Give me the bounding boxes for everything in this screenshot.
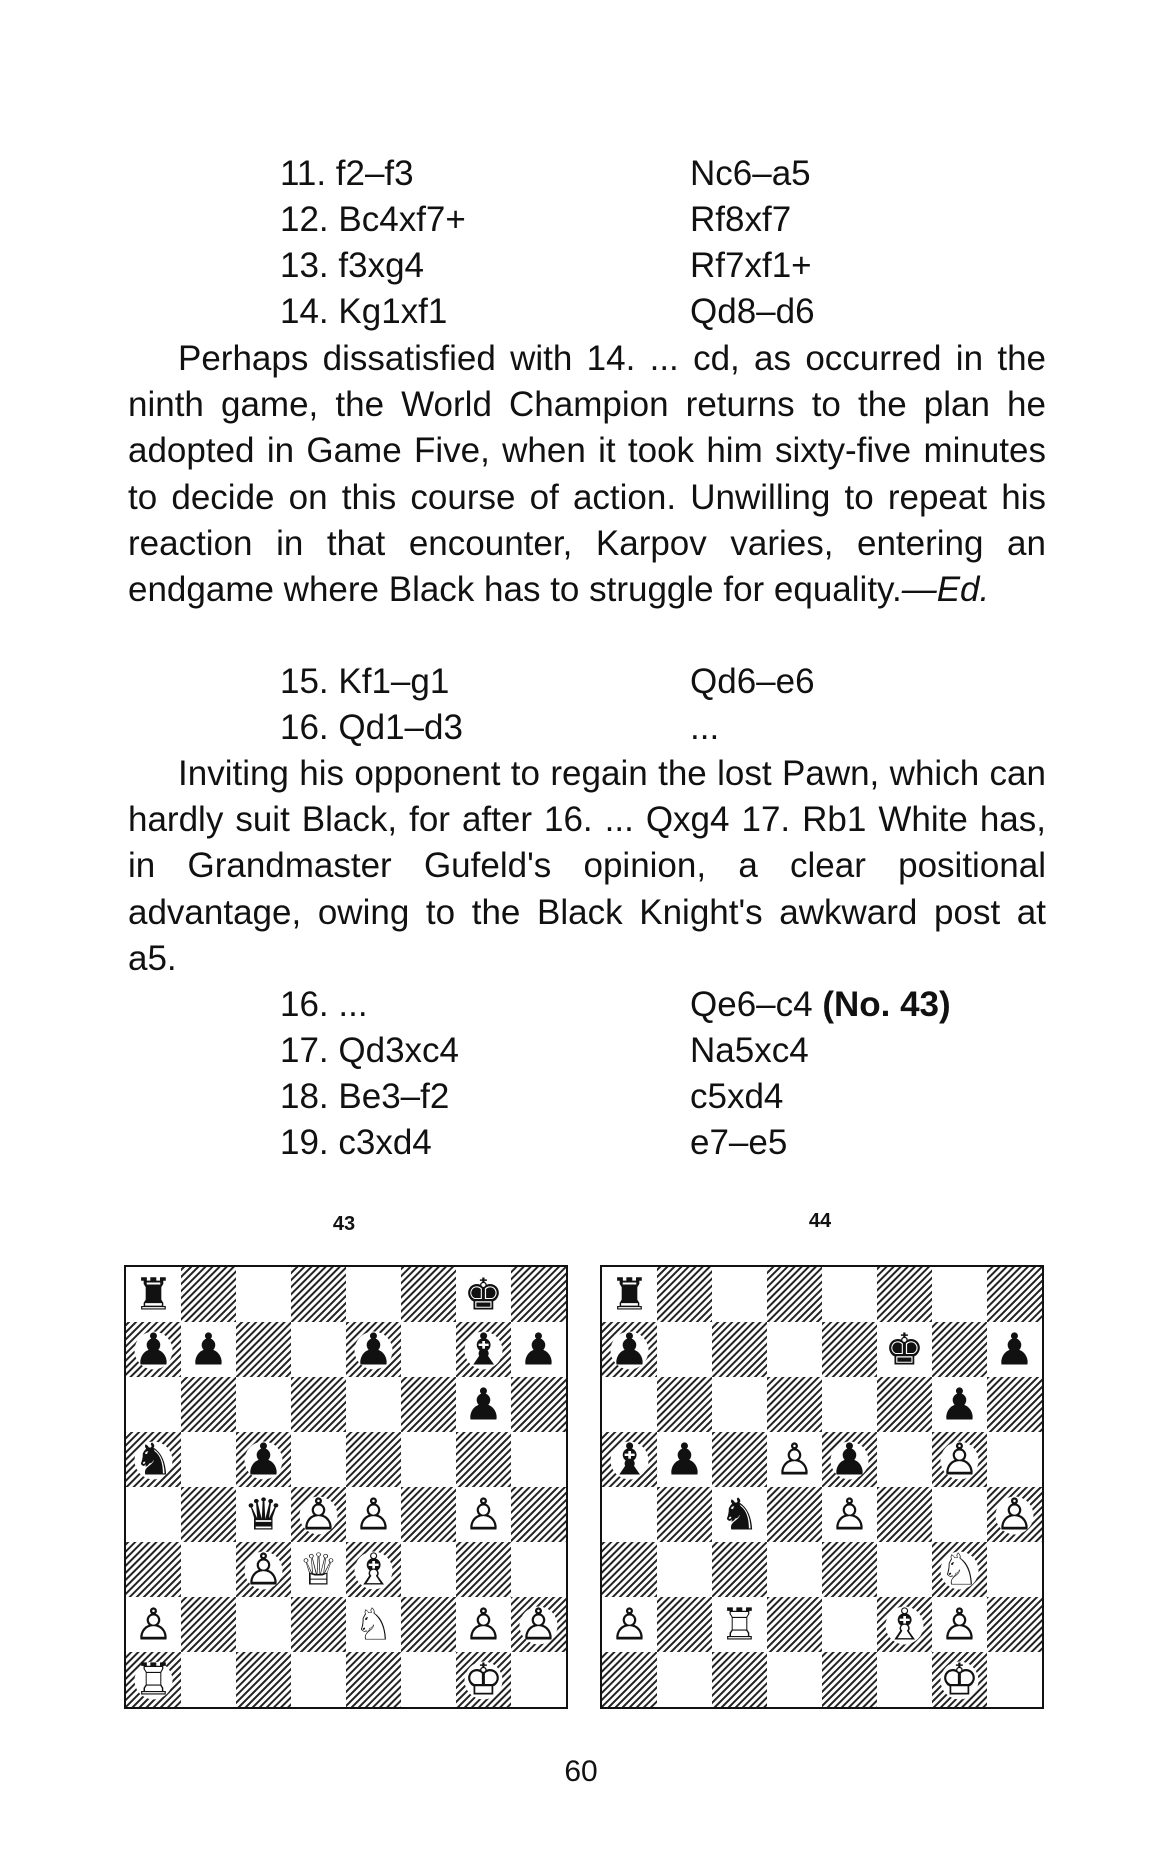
board-square-e7 <box>822 1322 877 1377</box>
black-pawn-icon: ♟ <box>609 1324 650 1376</box>
move-list-2 <box>0 659 1162 751</box>
black-queen-icon: ♛ <box>243 1489 284 1541</box>
board-square-e2 <box>822 1597 877 1652</box>
black-rook-icon: ♜ <box>609 1269 650 1321</box>
board-square-f8 <box>401 1267 456 1322</box>
white-pawn-icon: ♙ <box>609 1599 650 1651</box>
board-square-c1 <box>712 1652 767 1707</box>
black-pawn-icon: ♟ <box>518 1324 559 1376</box>
board-square-f8 <box>877 1267 932 1322</box>
board-square-f4 <box>877 1487 932 1542</box>
white-rook-icon: ♖ <box>133 1654 174 1706</box>
white-pawn-icon: ♙ <box>774 1434 815 1486</box>
white-king-icon: ♔ <box>463 1654 504 1706</box>
white-pawn-icon: ♙ <box>463 1489 504 1541</box>
white-move: 17. Qd3xc4 <box>280 1031 459 1070</box>
white-move: 16. Qd1–d3 <box>280 708 463 747</box>
black-move: e7–e5 <box>690 1123 788 1162</box>
move-row <box>0 1074 1162 1120</box>
board-square-h2 <box>987 1597 1042 1652</box>
board-square-e6 <box>822 1377 877 1432</box>
black-king-icon: ♚ <box>463 1269 504 1321</box>
white-move: 19. c3xd4 <box>280 1123 432 1162</box>
board-square-b2 <box>181 1597 236 1652</box>
black-knight-icon: ♞ <box>719 1489 760 1541</box>
diagram-number-43: 43 <box>332 1213 356 1235</box>
board-square-c6 <box>236 1377 291 1432</box>
board-square-h8 <box>987 1267 1042 1322</box>
black-rook-icon: ♜ <box>133 1269 174 1321</box>
diagram-number-44: 44 <box>808 1210 832 1232</box>
board-square-h1 <box>987 1652 1042 1707</box>
board-square-b7 <box>657 1322 712 1377</box>
chess-diagram-43 <box>124 1265 568 1709</box>
board-square-g5 <box>456 1432 511 1487</box>
move-row <box>0 659 1162 705</box>
black-move: Na5xc4 <box>690 1031 809 1070</box>
white-move: 14. Kg1xf1 <box>280 292 448 331</box>
black-move: Qd6–e6 <box>690 662 815 701</box>
board-square-b3 <box>657 1542 712 1597</box>
board-square-d7 <box>291 1322 346 1377</box>
board-square-c2 <box>236 1597 291 1652</box>
black-pawn-icon: ♟ <box>133 1324 174 1376</box>
move-list-3 <box>0 982 1162 1166</box>
white-pawn-icon: ♙ <box>994 1489 1035 1541</box>
board-square-c7 <box>236 1322 291 1377</box>
white-move: 16. ... <box>280 985 368 1024</box>
editor-note: —Ed. <box>901 570 990 610</box>
board-square-b4 <box>181 1487 236 1542</box>
board-square-e8 <box>822 1267 877 1322</box>
commentary-text: Inviting his opponent to regain the lost Pawn, which can hardly suit Black, for after 16. ... Qxg4 17. Rb1 White has, in Grandmaster Gufeld's opinion, a clear positional advantage, owing to the Black Knight's awkward post at a5. <box>128 754 1046 978</box>
white-move: 12. Bc4xf7+ <box>280 200 466 239</box>
black-bishop-icon: ♝ <box>609 1434 650 1486</box>
page-number: 60 <box>564 1755 598 1788</box>
black-move <box>690 982 951 1028</box>
commentary-text: Perhaps dissatisfied with 14. ... cd, as occurred in the ninth game, the World Champion returns to the plan he adopted in Game Five, when it took him sixty-five minutes to decide on this course of action. Unwilling to repeat his reaction in that encounter, Karpov varies, entering an endgame where Black has to struggle for equality. <box>128 339 1046 610</box>
board-square-e5 <box>346 1432 401 1487</box>
commentary-paragraph-2 <box>128 751 1046 982</box>
black-move: Rf7xf1+ <box>690 246 812 285</box>
white-pawn-icon: ♙ <box>939 1434 980 1486</box>
board-square-b4 <box>657 1487 712 1542</box>
white-move: 11. f2–f3 <box>280 154 414 193</box>
black-pawn-icon: ♟ <box>664 1434 705 1486</box>
move-row <box>0 1028 1162 1074</box>
board-square-c3 <box>712 1542 767 1597</box>
black-pawn-icon: ♟ <box>829 1434 870 1486</box>
white-move: 13. f3xg4 <box>280 246 424 285</box>
board-square-f5 <box>401 1432 456 1487</box>
board-square-a3 <box>126 1542 181 1597</box>
move-row <box>0 982 1162 1028</box>
white-pawn-icon: ♙ <box>243 1544 284 1596</box>
board-square-d3 <box>767 1542 822 1597</box>
board-square-h8 <box>511 1267 566 1322</box>
white-pawn-icon: ♙ <box>829 1489 870 1541</box>
black-move-text: Qe6–c4 <box>690 985 813 1024</box>
white-move: 18. Be3–f2 <box>280 1077 450 1116</box>
black-move: Rf8xf7 <box>690 200 792 239</box>
board-square-d8 <box>767 1267 822 1322</box>
move-row <box>0 705 1162 751</box>
board-square-f3 <box>877 1542 932 1597</box>
board-square-c8 <box>712 1267 767 1322</box>
board-square-d6 <box>291 1377 346 1432</box>
white-bishop-icon: ♗ <box>353 1544 394 1596</box>
board-square-f1 <box>401 1652 456 1707</box>
move-row <box>0 1120 1162 1166</box>
board-square-h6 <box>511 1377 566 1432</box>
board-square-c7 <box>712 1322 767 1377</box>
board-square-f3 <box>401 1542 456 1597</box>
board-square-c1 <box>236 1652 291 1707</box>
board-square-a3 <box>602 1542 657 1597</box>
black-knight-icon: ♞ <box>133 1434 174 1486</box>
black-bishop-icon: ♝ <box>463 1324 504 1376</box>
board-square-b8 <box>181 1267 236 1322</box>
board-square-d4 <box>767 1487 822 1542</box>
black-king-icon: ♚ <box>884 1324 925 1376</box>
board-square-e1 <box>346 1652 401 1707</box>
board-square-c8 <box>236 1267 291 1322</box>
board-square-f1 <box>877 1652 932 1707</box>
black-move: Qd8–d6 <box>690 292 815 331</box>
white-knight-icon: ♘ <box>353 1599 394 1651</box>
white-pawn-icon: ♙ <box>463 1599 504 1651</box>
board-square-b3 <box>181 1542 236 1597</box>
board-square-f2 <box>401 1597 456 1652</box>
black-pawn-icon: ♟ <box>243 1434 284 1486</box>
black-move: ... <box>690 708 720 747</box>
board-square-e3 <box>822 1542 877 1597</box>
white-move: 15. Kf1–g1 <box>280 662 450 701</box>
move-row <box>0 289 1162 335</box>
board-square-e1 <box>822 1652 877 1707</box>
diagram-reference: (No. 43) <box>822 985 951 1024</box>
chess-diagram-44 <box>600 1265 1044 1709</box>
black-move: c5xd4 <box>690 1077 784 1116</box>
board-square-b8 <box>657 1267 712 1322</box>
board-square-h3 <box>511 1542 566 1597</box>
black-move: Nc6–a5 <box>690 154 811 193</box>
board-square-a4 <box>602 1487 657 1542</box>
board-square-f4 <box>401 1487 456 1542</box>
board-square-b6 <box>657 1377 712 1432</box>
board-square-f7 <box>401 1322 456 1377</box>
move-row <box>0 197 1162 243</box>
chessboard-43 <box>126 1267 566 1707</box>
board-square-g8 <box>932 1267 987 1322</box>
commentary-paragraph-1 <box>128 336 1046 613</box>
black-pawn-icon: ♟ <box>353 1324 394 1376</box>
board-square-e6 <box>346 1377 401 1432</box>
board-square-d1 <box>291 1652 346 1707</box>
board-square-h3 <box>987 1542 1042 1597</box>
board-square-d6 <box>767 1377 822 1432</box>
board-square-c6 <box>712 1377 767 1432</box>
board-square-h1 <box>511 1652 566 1707</box>
white-pawn-icon: ♙ <box>298 1489 339 1541</box>
white-king-icon: ♔ <box>939 1654 980 1706</box>
board-square-a6 <box>126 1377 181 1432</box>
board-square-h4 <box>511 1487 566 1542</box>
white-pawn-icon: ♙ <box>518 1599 559 1651</box>
move-row <box>0 151 1162 197</box>
board-square-d2 <box>767 1597 822 1652</box>
board-square-h5 <box>511 1432 566 1487</box>
board-square-b1 <box>181 1652 236 1707</box>
board-square-b6 <box>181 1377 236 1432</box>
black-pawn-icon: ♟ <box>463 1379 504 1431</box>
white-pawn-icon: ♙ <box>939 1599 980 1651</box>
chessboard-44 <box>602 1267 1042 1707</box>
move-row <box>0 243 1162 289</box>
board-square-d8 <box>291 1267 346 1322</box>
white-bishop-icon: ♗ <box>884 1599 925 1651</box>
board-square-a6 <box>602 1377 657 1432</box>
white-queen-icon: ♕ <box>298 1544 339 1596</box>
board-square-c5 <box>712 1432 767 1487</box>
board-square-f5 <box>877 1432 932 1487</box>
board-square-d2 <box>291 1597 346 1652</box>
white-pawn-icon: ♙ <box>353 1489 394 1541</box>
white-rook-icon: ♖ <box>719 1599 760 1651</box>
board-square-d5 <box>291 1432 346 1487</box>
board-square-g7 <box>932 1322 987 1377</box>
black-pawn-icon: ♟ <box>188 1324 229 1376</box>
white-knight-icon: ♘ <box>939 1544 980 1596</box>
black-pawn-icon: ♟ <box>939 1379 980 1431</box>
move-list-1 <box>0 151 1162 335</box>
board-square-d1 <box>767 1652 822 1707</box>
board-square-g4 <box>932 1487 987 1542</box>
board-square-f6 <box>401 1377 456 1432</box>
board-square-d7 <box>767 1322 822 1377</box>
board-square-a4 <box>126 1487 181 1542</box>
black-pawn-icon: ♟ <box>994 1324 1035 1376</box>
board-square-h5 <box>987 1432 1042 1487</box>
board-square-a1 <box>602 1652 657 1707</box>
board-square-b5 <box>181 1432 236 1487</box>
board-square-b1 <box>657 1652 712 1707</box>
board-square-e8 <box>346 1267 401 1322</box>
white-pawn-icon: ♙ <box>133 1599 174 1651</box>
board-square-g3 <box>456 1542 511 1597</box>
board-square-h6 <box>987 1377 1042 1432</box>
board-square-f6 <box>877 1377 932 1432</box>
board-square-b2 <box>657 1597 712 1652</box>
